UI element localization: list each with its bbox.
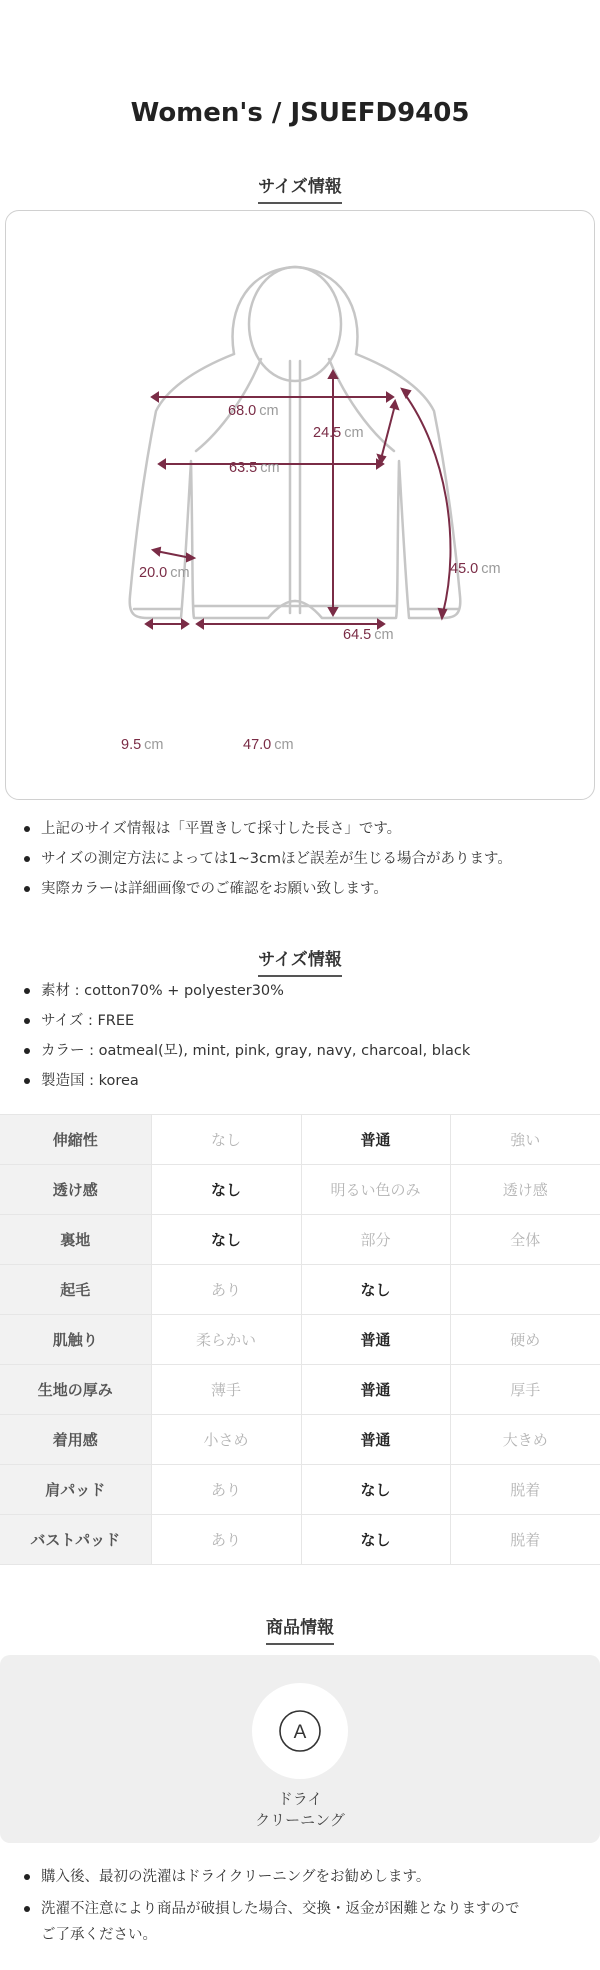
care-label-line1: ドライ (277, 1790, 323, 1808)
property-option: あり (151, 1465, 301, 1515)
care-icon-letter: A (293, 1722, 307, 1743)
label-cuff: 9.5 cm (121, 737, 164, 753)
property-option: 部分 (301, 1215, 450, 1265)
property-option: 脱着 (450, 1515, 600, 1565)
property-option: 強い (450, 1115, 600, 1165)
spec-section-heading (0, 945, 600, 977)
care-label (0, 1789, 600, 1831)
property-option: 小さめ (151, 1415, 301, 1465)
spec-section-heading-text: サイズ情報 (258, 945, 342, 977)
care-instructions-box (0, 1655, 600, 1843)
product-section-heading-text: 商品情報 (266, 1613, 334, 1645)
property-option-selected: なし (151, 1165, 301, 1215)
property-option: 柔らかい (151, 1315, 301, 1365)
property-option: 厚手 (450, 1365, 600, 1415)
property-row (0, 1465, 600, 1515)
label-armhole: 20.0 cm (139, 565, 190, 581)
fabric-properties-table (0, 1114, 600, 1565)
property-option: 脱着 (450, 1465, 600, 1515)
property-option: 透け感 (450, 1165, 600, 1215)
product-note: 購入後、最初の洗濯はドライクリーニングをお勧めします。 (22, 1862, 520, 1892)
size-diagram (5, 210, 595, 800)
property-option-selected: なし (151, 1215, 301, 1265)
measure-labels (121, 403, 501, 753)
property-option: あり (151, 1265, 301, 1315)
label-sleeve-top: 68.0 cm (228, 403, 279, 419)
property-option-selected: なし (301, 1515, 450, 1565)
size-section-heading (0, 172, 600, 204)
label-chest: 63.5 cm (229, 460, 280, 476)
size-section-heading-text: サイズ情報 (258, 172, 342, 204)
property-option: なし (151, 1115, 301, 1165)
property-option-selected: なし (301, 1465, 450, 1515)
property-row (0, 1215, 600, 1265)
property-label: 着用感 (0, 1415, 151, 1465)
property-option-selected: 普通 (301, 1115, 450, 1165)
page-title: Women's / JSUEFD9405 (130, 98, 470, 128)
property-option: 薄手 (151, 1365, 301, 1415)
property-option-selected: 普通 (301, 1365, 450, 1415)
label-length: 64.5 cm (343, 627, 394, 643)
property-row (0, 1315, 600, 1365)
size-note: 上記のサイズ情報は「平置きして採寸した長さ」です。 (22, 814, 512, 844)
product-section-heading (0, 1613, 600, 1645)
property-label: 肌触り (0, 1315, 151, 1365)
property-label: 起毛 (0, 1265, 151, 1315)
property-option: 全体 (450, 1215, 600, 1265)
property-row (0, 1165, 600, 1215)
property-row (0, 1415, 600, 1465)
product-note-line2: ご了承ください。 (41, 1927, 157, 1943)
spec-origin: 製造国 : korea (22, 1066, 470, 1096)
care-label-line2: クリーニング (255, 1811, 345, 1829)
property-row (0, 1365, 600, 1415)
property-label: 生地の厚み (0, 1365, 151, 1415)
hoodie-diagram-svg (6, 211, 596, 801)
property-row (0, 1515, 600, 1565)
label-shoulder: 24.5 cm (313, 425, 364, 441)
property-row (0, 1265, 600, 1315)
size-note: サイズの測定方法によっては1~3cmほど誤差が生じる場合があります。 (22, 844, 512, 874)
spec-color: カラー : oatmeal(모), mint, pink, gray, navy, charcoal, black (22, 1036, 470, 1066)
property-row (0, 1115, 600, 1165)
product-note-line1: 洗濯不注意により商品が破損した場合、交換・返金が困難となりますので (41, 1901, 520, 1917)
size-notes (22, 814, 512, 904)
property-label: 伸縮性 (0, 1115, 151, 1165)
property-option-selected: 普通 (301, 1415, 450, 1465)
arrows-sleeve (402, 389, 446, 618)
property-option: 硬め (450, 1315, 600, 1365)
property-label: 透け感 (0, 1165, 151, 1215)
property-option: あり (151, 1515, 301, 1565)
spec-size: サイズ : FREE (22, 1006, 470, 1036)
property-option (450, 1265, 600, 1315)
product-notes (22, 1862, 520, 1948)
hood-inner (249, 267, 341, 381)
property-option: 明るい色のみ (301, 1165, 450, 1215)
label-sleeve: 45.0 cm (450, 561, 501, 577)
dry-clean-icon (252, 1683, 348, 1779)
size-note: 実際カラーは詳細画像でのご確認をお願い致します。 (22, 874, 512, 904)
property-option: 大きめ (450, 1415, 600, 1465)
label-hem: 47.0 cm (243, 737, 294, 753)
body-right (295, 354, 460, 618)
product-note (22, 1896, 520, 1948)
spec-list (22, 976, 470, 1096)
property-option-selected: 普通 (301, 1315, 450, 1365)
property-label: 裏地 (0, 1215, 151, 1265)
property-label: バストパッド (0, 1515, 151, 1565)
property-option-selected: なし (301, 1265, 450, 1315)
measure-line-sleeve (404, 393, 450, 613)
spec-material: 素材 : cotton70% + polyester30% (22, 976, 470, 1006)
property-label: 肩パッド (0, 1465, 151, 1515)
